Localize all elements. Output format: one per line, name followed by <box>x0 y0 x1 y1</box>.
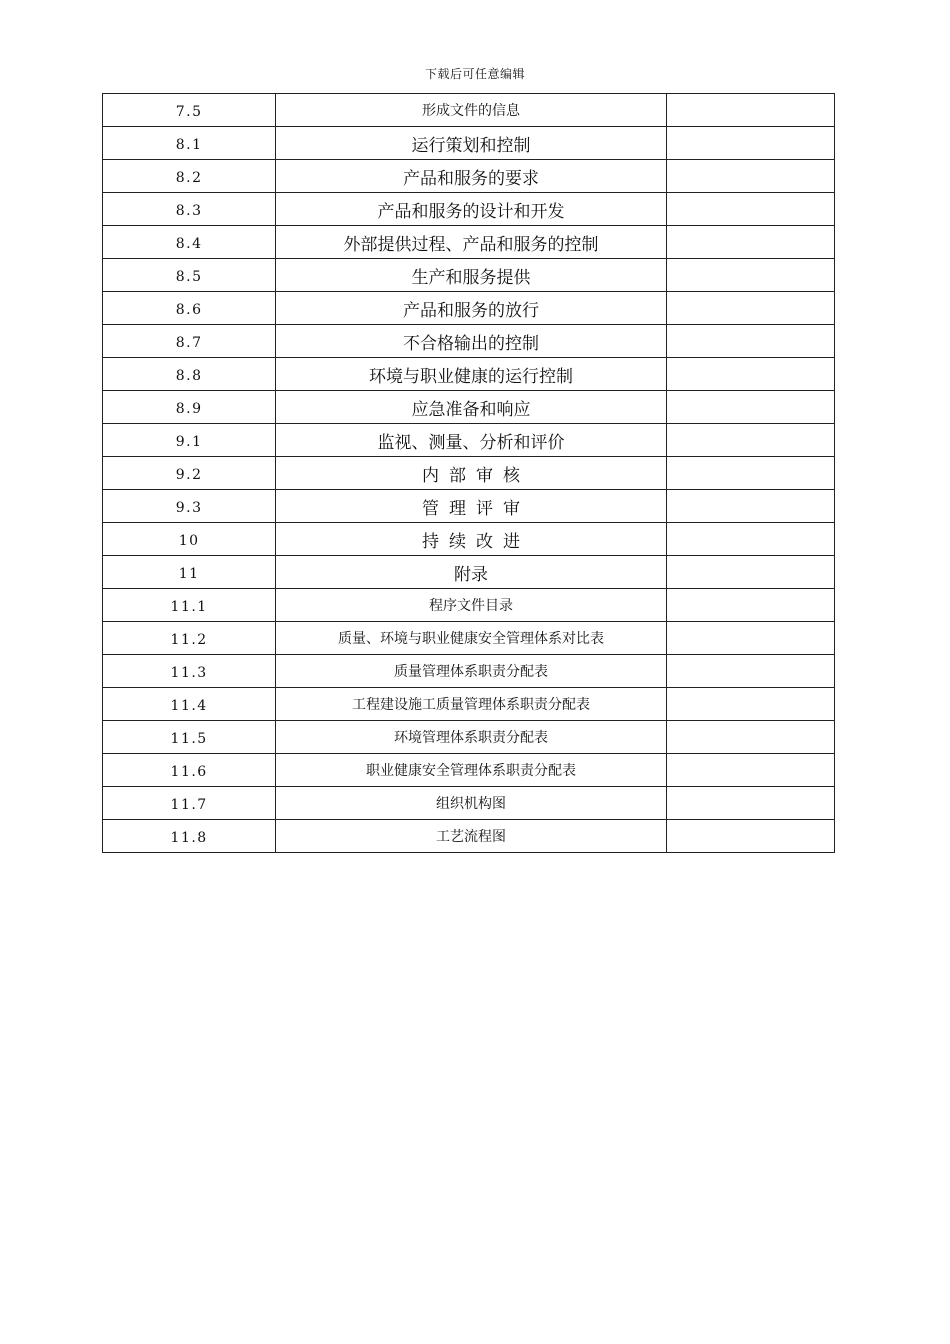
section-number-cell <box>103 754 276 787</box>
section-number-cell <box>103 325 276 358</box>
page-number-cell <box>666 259 834 292</box>
section-number-cell <box>103 226 276 259</box>
section-number-cell <box>103 94 276 127</box>
section-number-cell <box>103 490 276 523</box>
toc-row <box>103 655 835 688</box>
section-title: 组织机构图 <box>436 796 506 812</box>
section-title-cell <box>276 490 667 523</box>
section-title: 生产和服务提供 <box>411 267 531 288</box>
toc-row <box>103 688 835 721</box>
page-number-cell <box>666 292 834 325</box>
toc-row <box>103 391 835 424</box>
toc-row <box>103 226 835 259</box>
section-number: 8.6 <box>175 301 203 318</box>
section-number: 9.2 <box>175 466 203 483</box>
section-title: 职业健康安全管理体系职责分配表 <box>366 763 576 779</box>
section-title-cell <box>276 754 667 787</box>
page-number-cell <box>666 589 834 622</box>
section-title-cell <box>276 358 667 391</box>
section-number: 11.4 <box>170 697 208 714</box>
page-number-cell <box>666 556 834 589</box>
page-number-cell <box>666 655 834 688</box>
section-number: 10 <box>178 532 200 549</box>
section-title: 工艺流程图 <box>436 829 506 845</box>
toc-row <box>103 622 835 655</box>
section-title-cell <box>276 820 667 853</box>
section-number-cell <box>103 622 276 655</box>
section-number-cell <box>103 721 276 754</box>
section-number-cell <box>103 391 276 424</box>
toc-row <box>103 589 835 622</box>
section-title-cell <box>276 721 667 754</box>
section-number-cell <box>103 523 276 556</box>
toc-row <box>103 721 835 754</box>
section-title: 监视、测量、分析和评价 <box>377 432 565 453</box>
section-number-cell <box>103 457 276 490</box>
section-title-cell <box>276 193 667 226</box>
section-title-cell <box>276 655 667 688</box>
section-number: 11.1 <box>170 598 208 615</box>
toc-table <box>102 93 835 853</box>
section-title-cell <box>276 688 667 721</box>
page-number-cell <box>666 391 834 424</box>
toc-row <box>103 787 835 820</box>
section-title: 外部提供过程、产品和服务的控制 <box>343 234 599 255</box>
toc-row <box>103 754 835 787</box>
section-title: 持续改进 <box>422 531 530 552</box>
section-number-cell <box>103 655 276 688</box>
section-number-cell <box>103 358 276 391</box>
section-number: 11.7 <box>170 796 208 813</box>
section-number-cell <box>103 688 276 721</box>
page-number-cell <box>666 721 834 754</box>
section-title: 不合格输出的控制 <box>403 333 539 354</box>
toc-row <box>103 325 835 358</box>
section-number: 8.7 <box>175 334 203 351</box>
section-title-cell <box>276 457 667 490</box>
section-number-cell <box>103 424 276 457</box>
page-number-cell <box>666 820 834 853</box>
toc-row <box>103 424 835 457</box>
section-number: 8.8 <box>175 367 203 384</box>
page-number-cell <box>666 226 834 259</box>
page-number-cell <box>666 754 834 787</box>
section-title-cell <box>276 622 667 655</box>
toc-row <box>103 523 835 556</box>
section-number: 9.1 <box>175 433 203 450</box>
section-number: 8.4 <box>175 235 203 252</box>
section-title-cell <box>276 325 667 358</box>
page-number-cell <box>666 490 834 523</box>
section-number: 11.6 <box>170 763 208 780</box>
section-number-cell <box>103 556 276 589</box>
section-number: 8.1 <box>175 136 203 153</box>
section-title: 质量管理体系职责分配表 <box>394 664 548 680</box>
section-title: 程序文件目录 <box>429 598 513 614</box>
section-title-cell <box>276 424 667 457</box>
page-number-cell <box>666 325 834 358</box>
page-number-cell <box>666 127 834 160</box>
section-number: 11.3 <box>170 664 208 681</box>
section-title: 内部审核 <box>422 465 530 486</box>
section-number: 11 <box>178 565 200 582</box>
page-number-cell <box>666 787 834 820</box>
section-number-cell <box>103 589 276 622</box>
section-title: 环境管理体系职责分配表 <box>394 730 548 746</box>
page-number-cell <box>666 688 834 721</box>
section-number: 7.5 <box>175 103 203 120</box>
section-title: 形成文件的信息 <box>422 103 520 119</box>
section-title-cell <box>276 589 667 622</box>
section-title-cell <box>276 160 667 193</box>
section-number-cell <box>103 820 276 853</box>
section-number-cell <box>103 193 276 226</box>
section-title: 应急准备和响应 <box>411 399 531 420</box>
section-title-cell <box>276 556 667 589</box>
page-number-cell <box>666 358 834 391</box>
section-number-cell <box>103 160 276 193</box>
section-title-cell <box>276 391 667 424</box>
section-number: 8.9 <box>175 400 203 417</box>
section-title: 工程建设施工质量管理体系职责分配表 <box>352 697 590 713</box>
page-number-cell <box>666 523 834 556</box>
section-title-cell <box>276 94 667 127</box>
section-number: 8.5 <box>175 268 203 285</box>
section-number: 8.2 <box>175 169 203 186</box>
section-title-cell <box>276 226 667 259</box>
section-title-cell <box>276 523 667 556</box>
toc-row <box>103 127 835 160</box>
section-number: 11.5 <box>170 730 208 747</box>
section-number: 8.3 <box>175 202 203 219</box>
section-number-cell <box>103 259 276 292</box>
toc-row <box>103 490 835 523</box>
section-number: 11.8 <box>170 829 208 846</box>
toc-row <box>103 94 835 127</box>
page-number-cell <box>666 160 834 193</box>
section-title: 产品和服务的要求 <box>403 168 539 189</box>
section-title-cell <box>276 292 667 325</box>
section-title: 产品和服务的放行 <box>403 300 539 321</box>
page-header: 下载后可任意编辑 <box>424 67 525 81</box>
toc-row <box>103 259 835 292</box>
toc-row <box>103 556 835 589</box>
page-number-cell <box>666 457 834 490</box>
section-number: 11.2 <box>170 631 208 648</box>
section-title: 附录 <box>454 564 488 585</box>
section-title: 运行策划和控制 <box>411 135 531 156</box>
toc-row <box>103 457 835 490</box>
page-number-cell <box>666 424 834 457</box>
toc-row <box>103 820 835 853</box>
section-title: 产品和服务的设计和开发 <box>377 201 565 222</box>
toc-row <box>103 358 835 391</box>
page-number-cell <box>666 193 834 226</box>
section-number-cell <box>103 292 276 325</box>
section-number: 9.3 <box>175 499 203 516</box>
toc-row <box>103 292 835 325</box>
section-number-cell <box>103 127 276 160</box>
page-number-cell <box>666 94 834 127</box>
section-title: 质量、环境与职业健康安全管理体系对比表 <box>338 631 604 647</box>
section-title-cell <box>276 259 667 292</box>
section-title: 管理评审 <box>422 498 530 519</box>
toc-row <box>103 160 835 193</box>
toc-row <box>103 193 835 226</box>
section-title-cell <box>276 127 667 160</box>
toc-body <box>103 94 835 853</box>
section-number-cell <box>103 787 276 820</box>
section-title: 环境与职业健康的运行控制 <box>369 366 573 387</box>
page-number-cell <box>666 622 834 655</box>
section-title-cell <box>276 787 667 820</box>
